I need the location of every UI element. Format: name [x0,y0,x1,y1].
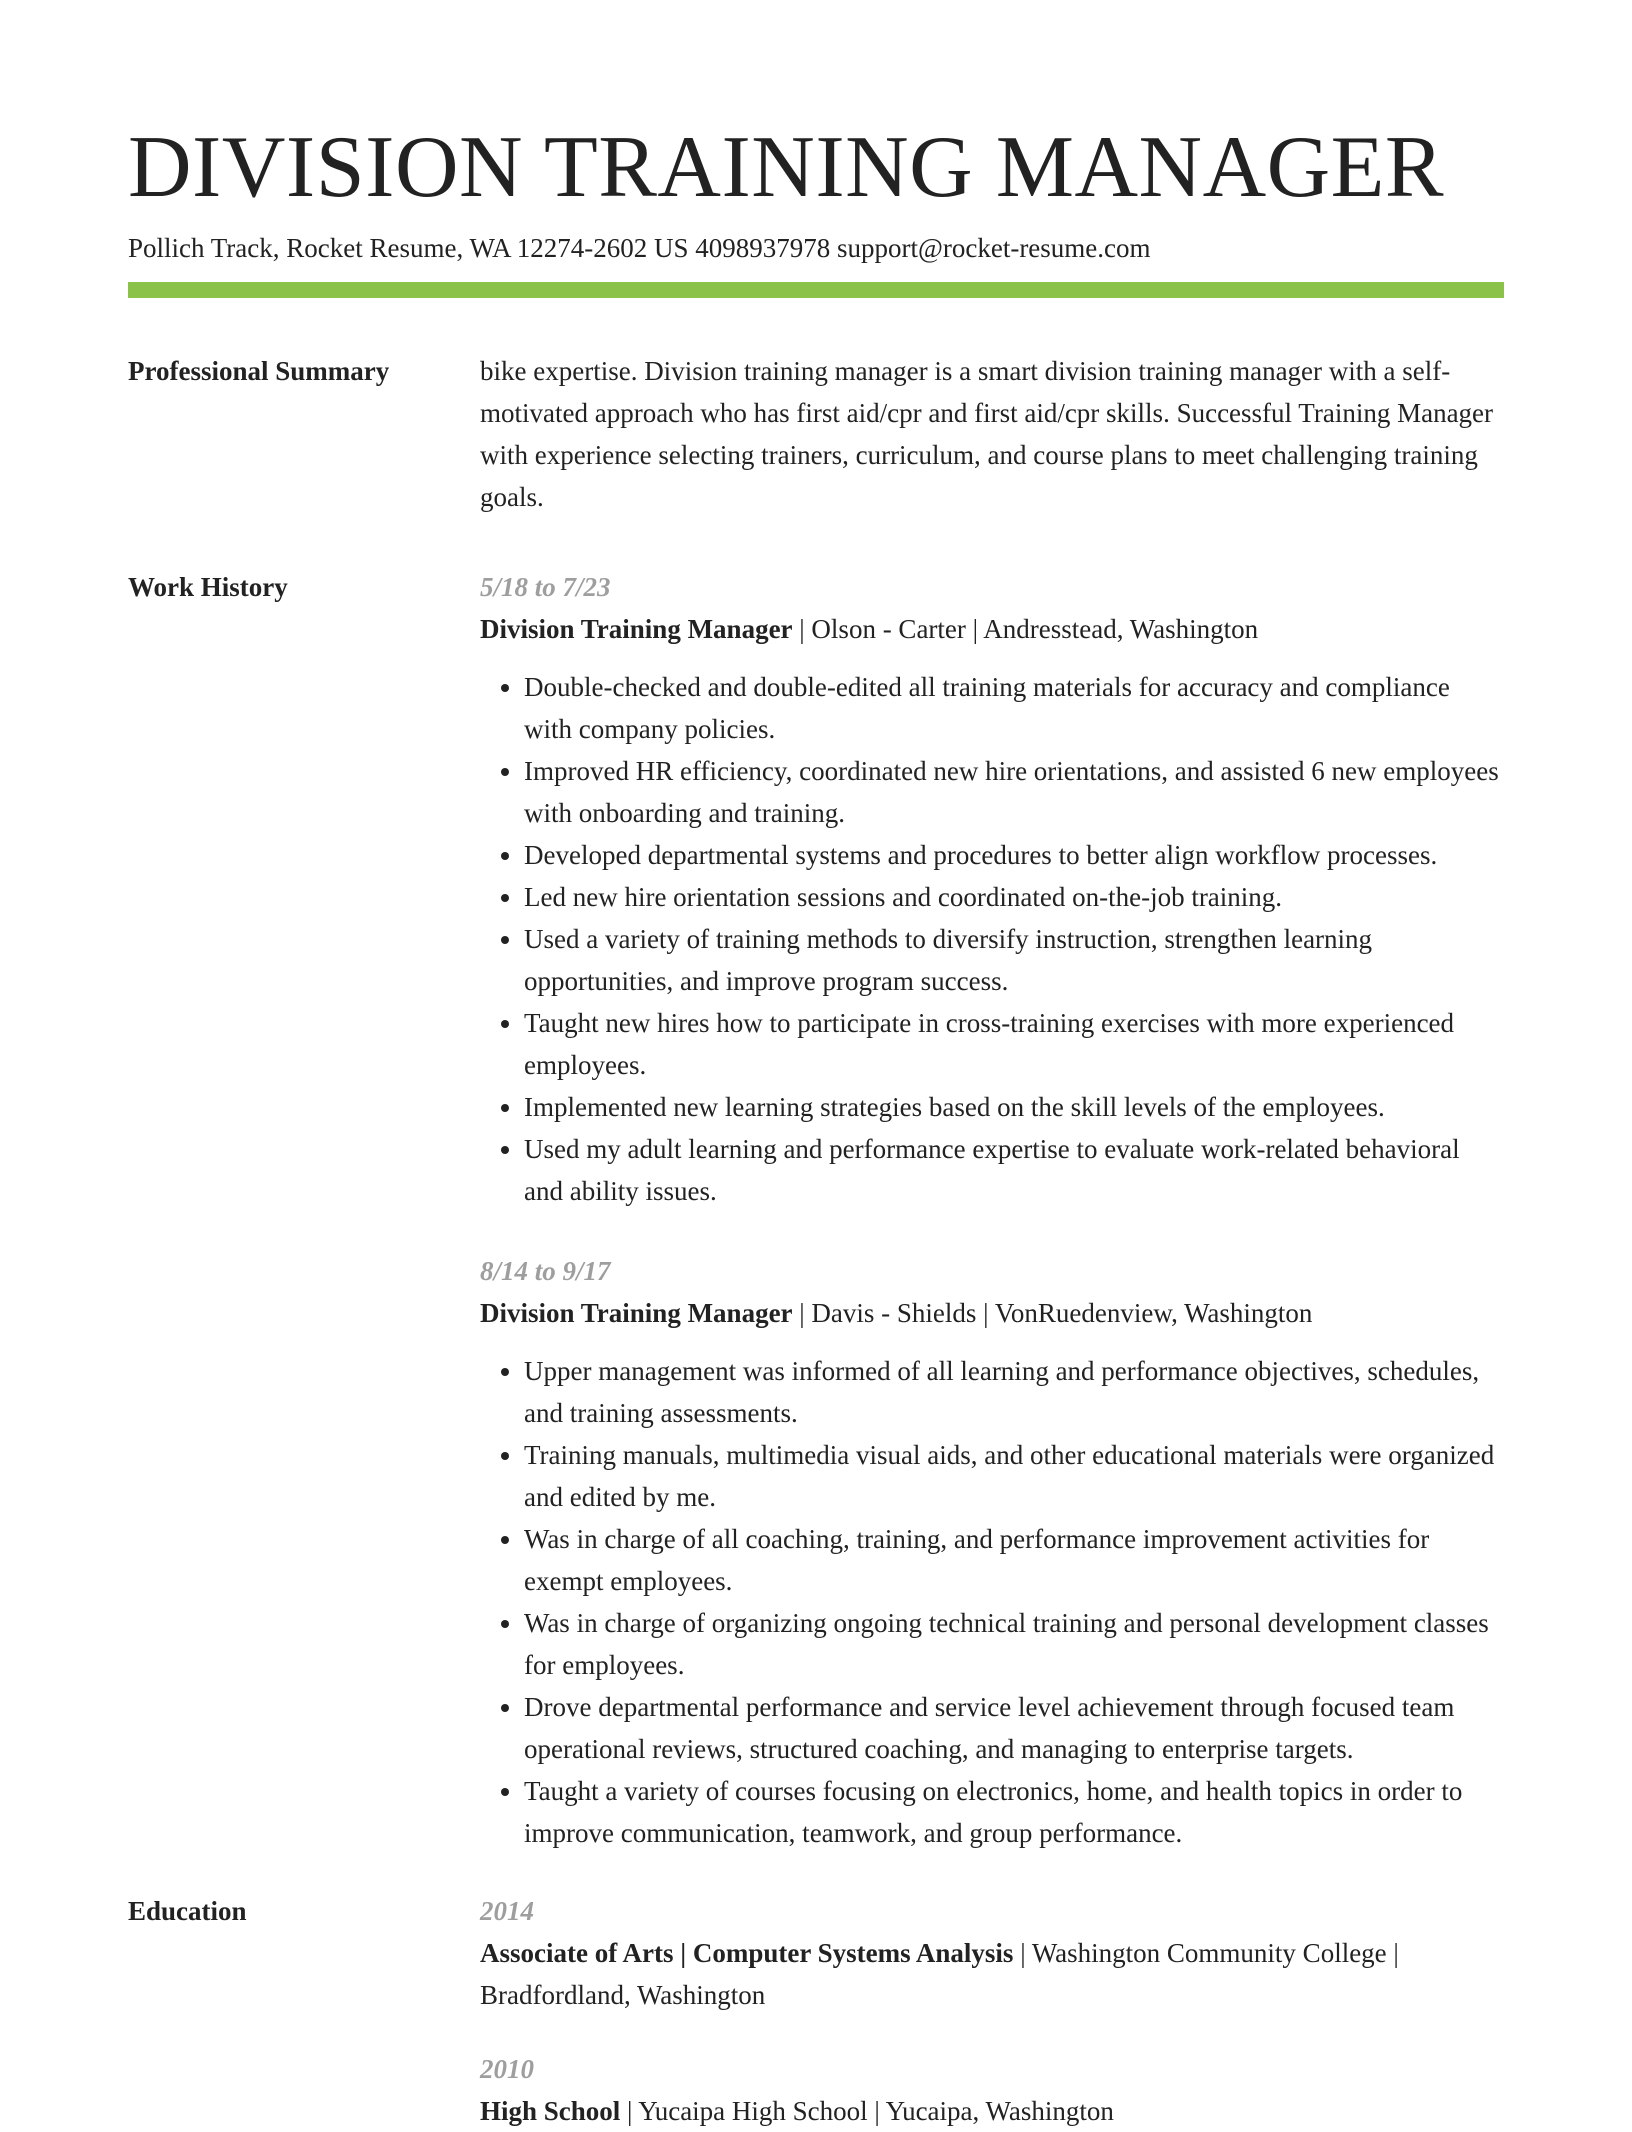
list-item: • Developed departmental systems and procedures to better align workflow processes. [524,834,1504,876]
job-dates: 5/18 to 7/23 [480,572,611,602]
job-title: Division Training Manager [480,1298,793,1328]
list-item: • Used a variety of training methods to diversify instruction, strengthen learning opportunities, and improve program success. [524,918,1504,1002]
education-details: | Yucaipa High School | Yucaipa, Washington [620,2096,1114,2126]
list-item: • Training manuals, multimedia visual aids, and other educational materials were organized and edited by me. [524,1434,1504,1518]
list-item: • Drove departmental performance and service level achievement through focused team operational reviews, structured coaching, and managing to enterprise targets. [524,1686,1504,1770]
education-degree-line [480,1932,1504,2016]
list-item: • Was in charge of all coaching, training, and performance improvement activities for exempt employees. [524,1518,1504,1602]
summary-section [128,350,1504,518]
list-item: • Double-checked and double-edited all training materials for accuracy and compliance with company policies. [524,666,1504,750]
list-item: • Led new hire orientation sessions and coordinated on-the-job training. [524,876,1504,918]
education-body [480,1890,1504,2132]
job-bullets [480,666,1504,1212]
education-entry [480,2048,1504,2132]
resume-page [128,0,1504,2132]
work-history-heading: Work History [128,572,288,602]
job-bullets [480,1350,1504,1854]
education-heading: Education [128,1896,247,1926]
education-degree: High School [480,2096,621,2126]
job-entry [480,1250,1504,1854]
resume-name: DIVISION TRAINING MANAGER [128,119,1445,216]
job-details: | Davis - Shields | VonRuedenview, Washington [792,1298,1313,1328]
accent-divider [128,282,1504,298]
list-item: • Taught new hires how to participate in cross-training exercises with more experienced employees. [524,1002,1504,1086]
summary-text: bike expertise. Division training manager is a smart division training manager with a self-motivated approach who has first aid/cpr and first aid/cpr skills. Successful Training Manager with experience selecting trainers, curriculum, and course plans to meet challenging training goals. [480,356,1494,512]
education-degree-line [480,2090,1504,2132]
list-item: • Used my adult learning and performance expertise to evaluate work-related behavioral and ability issues. [524,1128,1504,1212]
education-details: | Washington Community College | Bradfordland, Washington [480,1938,1399,2010]
list-item: • Improved HR efficiency, coordinated new hire orientations, and assisted 6 new employees with onboarding and training. [524,750,1504,834]
list-item: • Upper management was informed of all learning and performance objectives, schedules, and training assessments. [524,1350,1504,1434]
job-entry [480,566,1504,1212]
summary-heading: Professional Summary [128,356,390,386]
education-year: 2014 [480,1896,534,1926]
list-item: • Implemented new learning strategies based on the skill levels of the employees. [524,1086,1504,1128]
education-entry [480,1890,1504,2016]
contact-line: Pollich Track, Rocket Resume, WA 12274-2602 US 4098937978 support@rocket-resume.com [128,233,1151,263]
education-year: 2010 [480,2054,534,2084]
job-role [480,608,1504,650]
job-details: | Olson - Carter | Andresstead, Washington [792,614,1259,644]
work-history-section [128,566,1504,1854]
list-item: • Taught a variety of courses focusing on electronics, home, and health topics in order to improve communication, teamwork, and group performance. [524,1770,1504,1854]
job-dates: 8/14 to 9/17 [480,1256,611,1286]
job-title: Division Training Manager [480,614,793,644]
work-history-body [480,566,1504,1854]
list-item: • Was in charge of organizing ongoing technical training and personal development classes for employees. [524,1602,1504,1686]
education-section [128,1890,1504,2132]
job-role [480,1292,1504,1334]
education-degree: Associate of Arts | Computer Systems Analysis [480,1938,1014,1968]
